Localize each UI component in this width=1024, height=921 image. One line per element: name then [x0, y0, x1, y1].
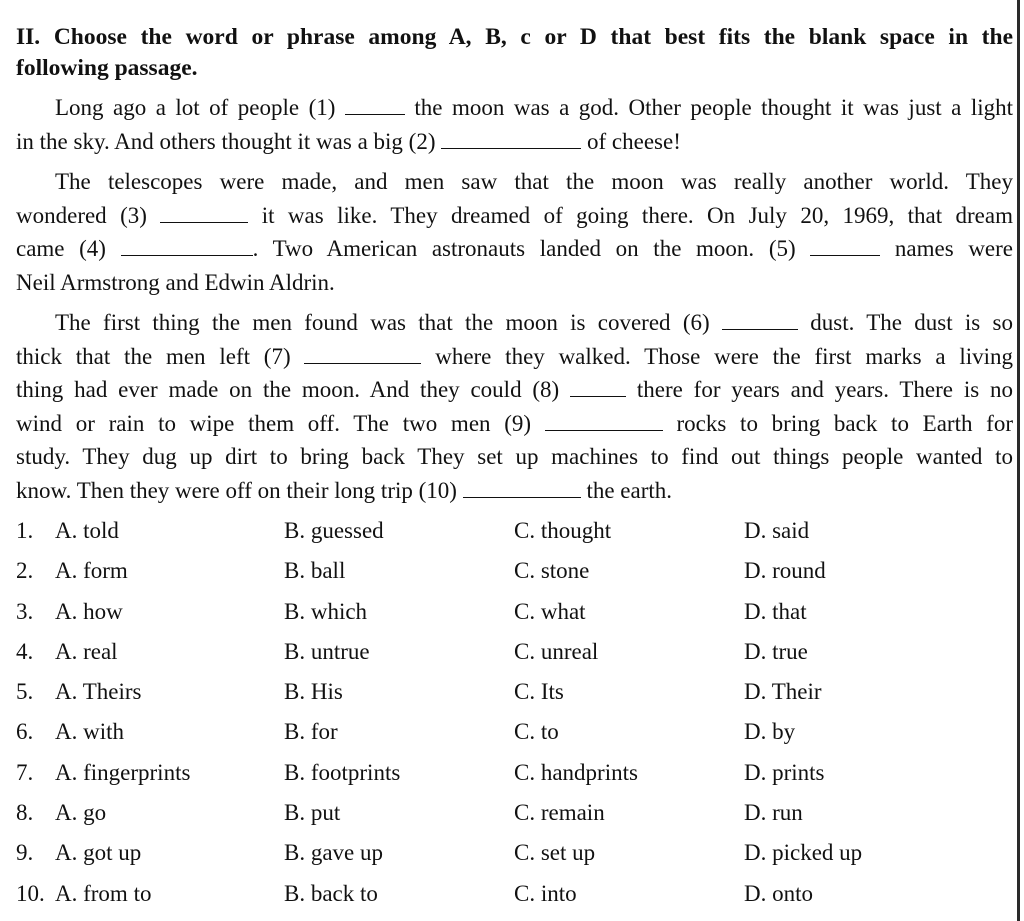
option-d[interactable]: D. prints	[744, 759, 825, 785]
option-b[interactable]: B. which	[284, 598, 368, 624]
question-number: 6.	[16, 719, 34, 745]
blank-5	[810, 237, 880, 256]
option-a[interactable]: A. go	[55, 800, 107, 826]
option-b[interactable]: B. His	[284, 679, 343, 705]
question-number: 1.	[16, 518, 34, 543]
passage-paragraph-2	[16, 165, 1013, 299]
option-a[interactable]: A. real	[55, 638, 118, 664]
question-row	[16, 712, 1013, 752]
blank-9	[545, 412, 663, 431]
option-b[interactable]: B. put	[284, 800, 341, 826]
option-a[interactable]: A. fingerprints	[55, 759, 191, 785]
option-a[interactable]: A. from to	[55, 880, 152, 906]
option-b[interactable]: B. gave up	[284, 840, 384, 866]
blank-7	[304, 345, 421, 364]
question-number: 4.	[16, 638, 34, 664]
option-d[interactable]: D. that	[744, 598, 807, 624]
option-a[interactable]: A. Theirs	[55, 679, 142, 705]
passage-line: know. Then they were off on their long trip (10) the earth.	[16, 477, 673, 503]
blank-6	[722, 311, 798, 330]
option-c[interactable]: C. into	[514, 880, 577, 906]
question-number: 8.	[16, 800, 34, 826]
heading-line-2: following passage.	[16, 55, 198, 81]
passage-line: in the sky. And others thought it was a big (2) of cheese!	[16, 128, 681, 154]
option-d[interactable]: D. round	[744, 558, 826, 584]
question-row	[16, 753, 1013, 793]
question-row	[16, 551, 1013, 591]
passage-line: wondered (3) it was like. They dreamed of going there. On July 20, 1969, that dream	[16, 202, 1013, 228]
option-c[interactable]: C. Its	[514, 679, 564, 705]
option-b[interactable]: B. ball	[284, 558, 346, 584]
option-a[interactable]: A. with	[55, 719, 124, 745]
question-row	[16, 793, 1013, 833]
option-c[interactable]: C. unreal	[514, 638, 599, 664]
option-b[interactable]: B. guessed	[284, 518, 384, 543]
passage-line: wind or rain to wipe them off. The two men (9) rocks to bring back to Earth for	[16, 410, 1013, 436]
option-a[interactable]: A. how	[55, 598, 123, 624]
option-a[interactable]: A. form	[55, 558, 128, 584]
blank-10	[463, 479, 581, 498]
question-row	[16, 833, 1013, 873]
passage-line: thing had ever made on the moon. And they could (8) there for years and years. There is no	[16, 377, 1013, 402]
section-heading	[16, 22, 1013, 84]
option-b[interactable]: B. for	[284, 719, 338, 745]
question-row	[16, 874, 1013, 914]
option-c[interactable]: C. to	[514, 719, 559, 745]
blank-3	[160, 204, 248, 223]
option-d[interactable]: D. true	[744, 638, 808, 664]
page-edge-border	[1017, 0, 1020, 921]
question-row	[16, 511, 1013, 551]
question-row	[16, 592, 1013, 632]
passage-line: thick that the men left (7) where they walked. Those were the first marks a living	[16, 343, 1013, 369]
question-number: 7.	[16, 759, 34, 785]
passage-paragraph-1	[16, 91, 1013, 158]
passage-paragraph-3	[16, 306, 1013, 507]
heading-line-1: II. Choose the word or phrase among A, B, c or D that best fits the blank space in the	[16, 24, 1013, 50]
option-c[interactable]: C. thought	[514, 518, 612, 543]
passage-line: Neil Armstrong and Edwin Aldrin.	[16, 269, 335, 295]
option-b[interactable]: B. untrue	[284, 638, 370, 664]
blank-8	[570, 378, 626, 397]
option-c[interactable]: C. remain	[514, 800, 605, 826]
option-d[interactable]: D. by	[744, 719, 796, 745]
question-number: 9.	[16, 840, 34, 866]
option-d[interactable]: D. onto	[744, 880, 813, 906]
option-a[interactable]: A. told	[55, 518, 119, 543]
option-d[interactable]: D. picked up	[744, 840, 863, 866]
passage-line: The first thing the men found was that the moon is covered (6) dust. The dust is so	[55, 310, 1013, 335]
option-c[interactable]: C. handprints	[514, 759, 638, 785]
question-row	[16, 632, 1013, 672]
passage-line: came (4) . Two American astronauts landed on the moon. (5) names were	[16, 236, 1014, 261]
option-c[interactable]: C. stone	[514, 558, 590, 584]
question-number: 2.	[16, 558, 34, 584]
option-a[interactable]: A. got up	[55, 840, 142, 866]
question-row	[16, 672, 1013, 712]
blank-2	[441, 130, 581, 149]
blank-1	[345, 96, 405, 115]
option-c[interactable]: C. what	[514, 598, 586, 624]
option-b[interactable]: B. footprints	[284, 759, 401, 785]
passage-line: The telescopes were made, and men saw that the moon was really another world. They	[55, 169, 1013, 194]
question-number: 10.	[16, 880, 45, 906]
question-number: 5.	[16, 679, 34, 705]
blank-4	[121, 237, 253, 256]
passage-line: study. They dug up dirt to bring back They set up machines to find out things people wanted to	[16, 444, 1013, 469]
option-c[interactable]: C. set up	[514, 840, 596, 866]
worksheet-page	[16, 22, 1013, 914]
passage-line: Long ago a lot of people (1) the moon was a god. Other people thought it was just a light	[55, 95, 1013, 120]
option-b[interactable]: B. back to	[284, 880, 378, 906]
question-number: 3.	[16, 598, 34, 624]
option-d[interactable]: D. Their	[744, 679, 822, 705]
option-d[interactable]: D. said	[744, 518, 810, 543]
option-d[interactable]: D. run	[744, 800, 803, 826]
answer-options	[16, 511, 1013, 914]
